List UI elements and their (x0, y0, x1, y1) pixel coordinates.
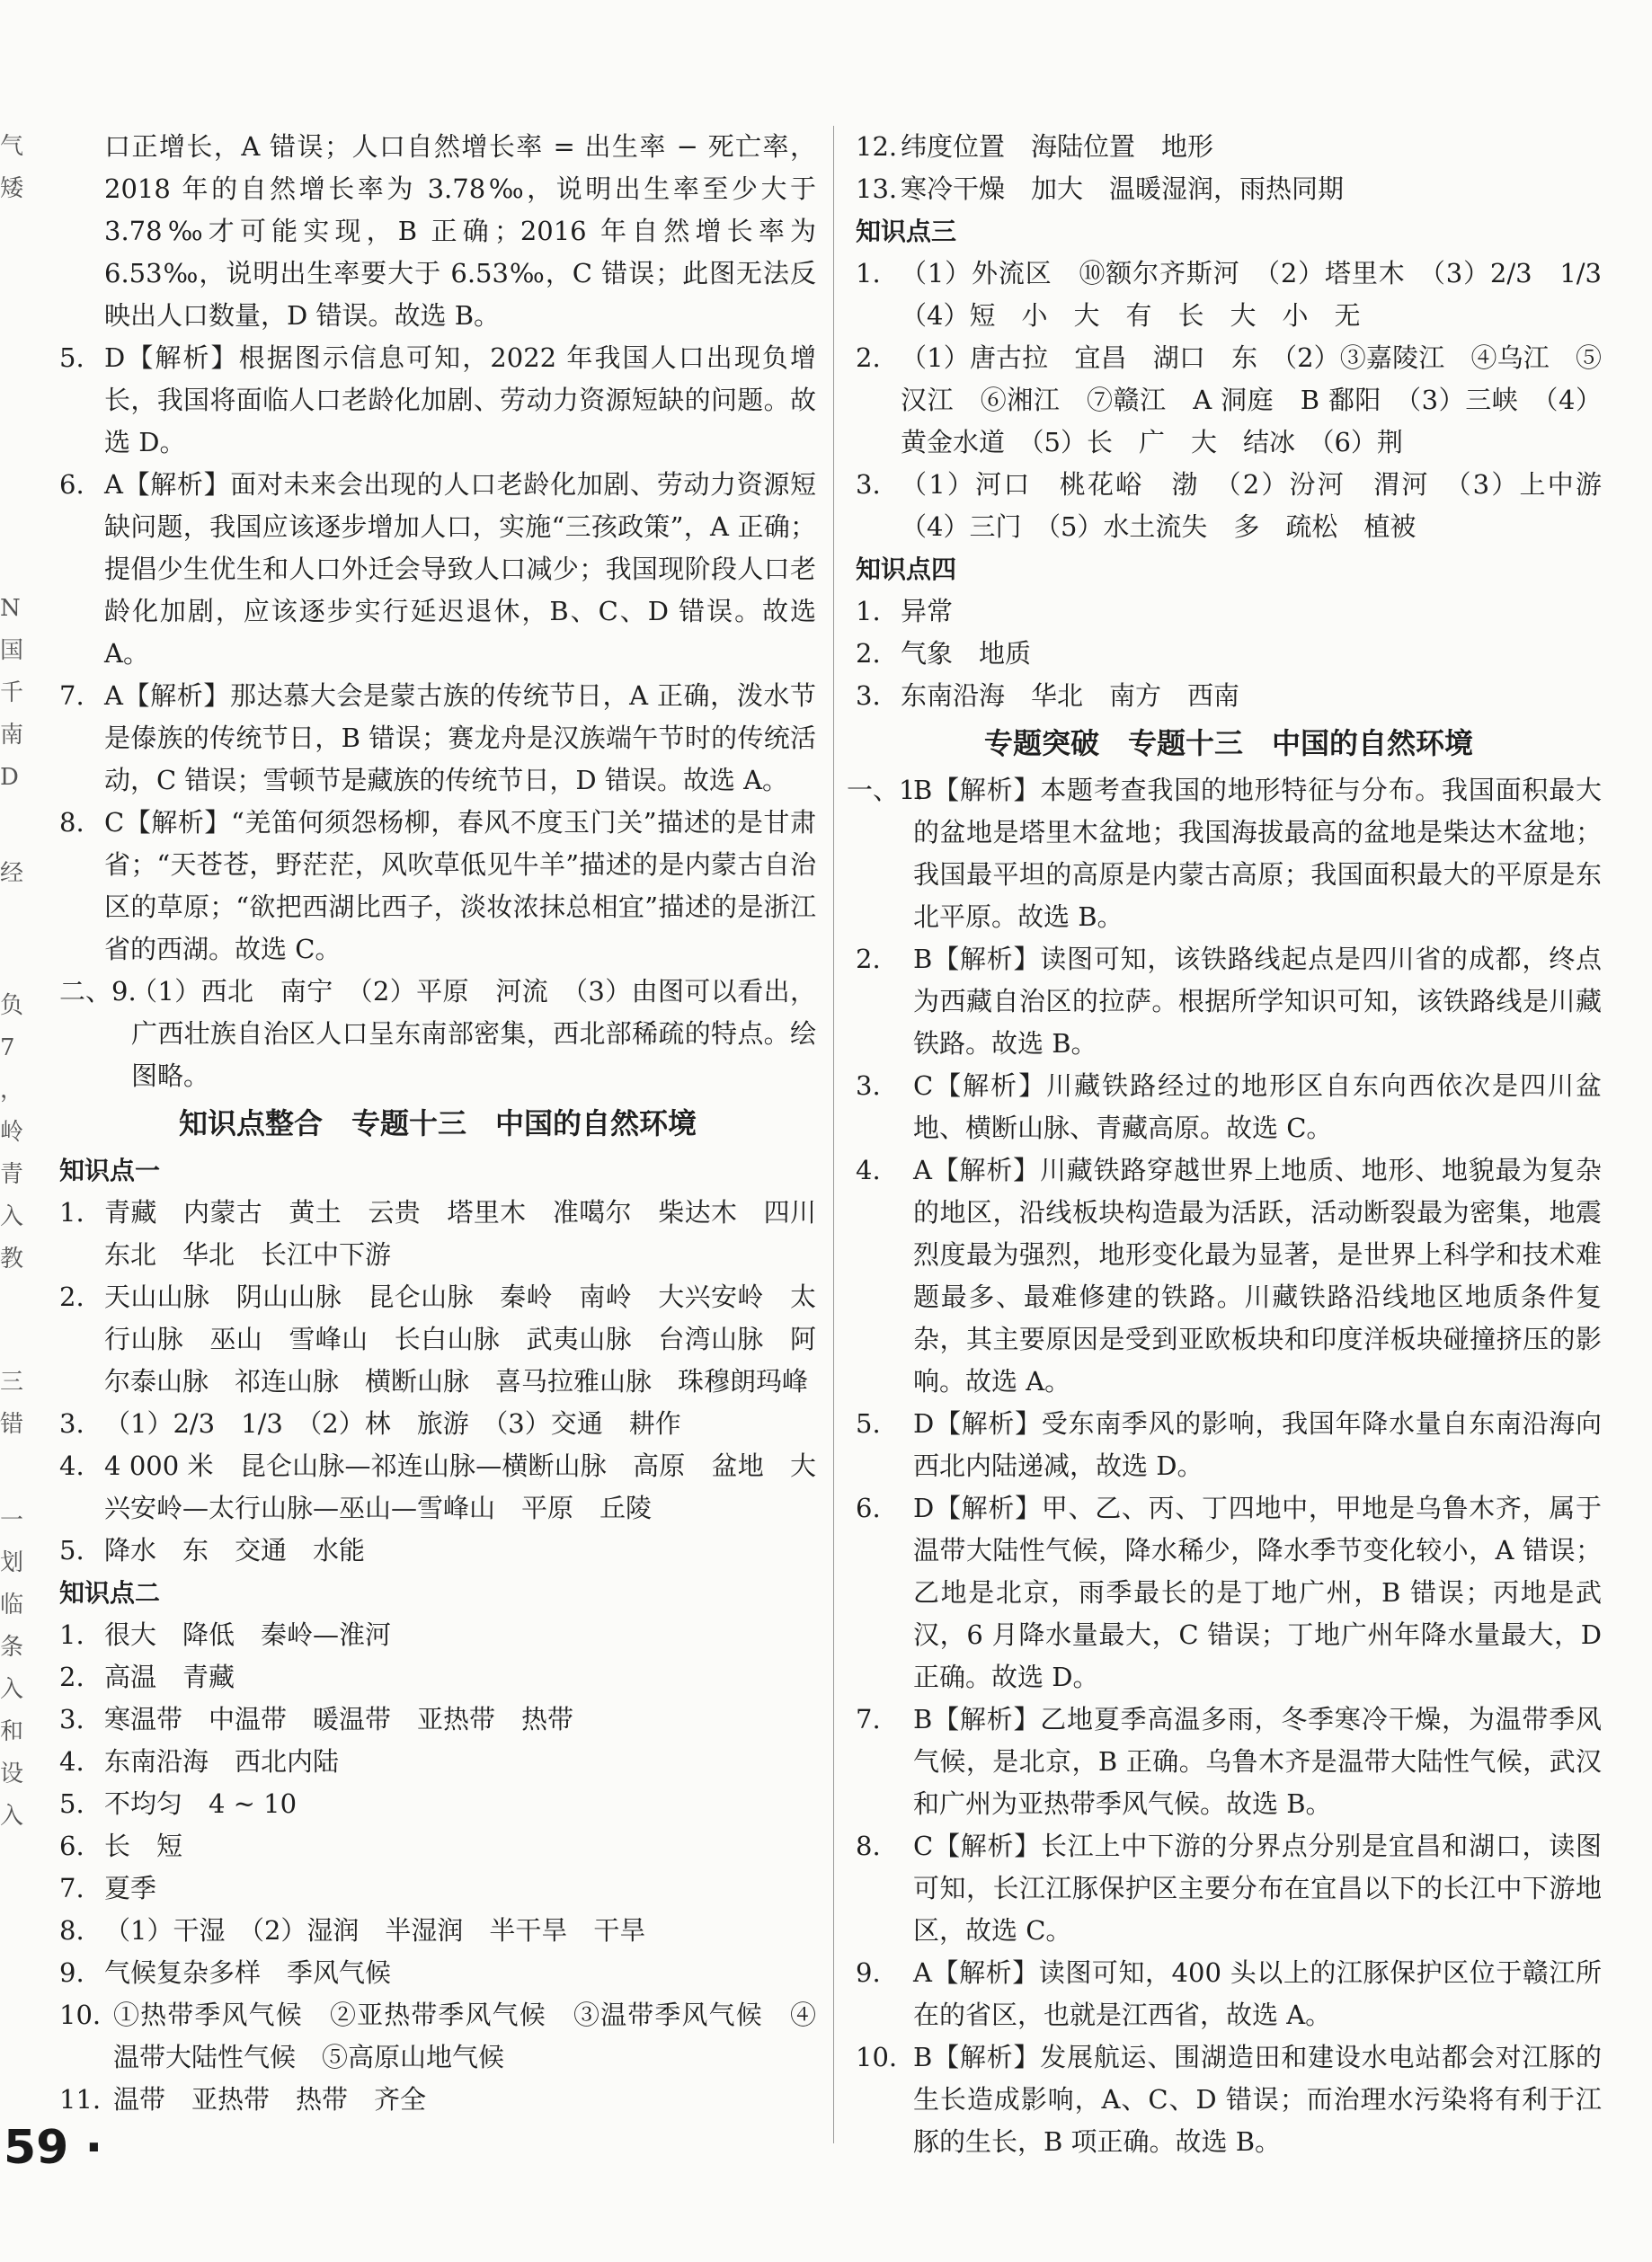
margin-fragment: 一 (0, 1507, 24, 1534)
answer-item (856, 1825, 1602, 1952)
answer-text: 口正增长，A 错误；人口自然增长率 = 出生率 − 死亡率，2018 年的自然增长率为 3.78‰，说明出生率至少大于 3.78‰才可能实现，B 正确；2016 年自然增长率为 6.53‰，说明出生率要大于 6.53‰，C 错误；此图无法反映出人口数量，D 错误。故选 B。 (104, 131, 816, 331)
answer-number: 4. (856, 1155, 881, 1185)
answer-item (856, 633, 1602, 675)
answer-item (856, 168, 1602, 210)
answer-text: （1）西北 南宁 （2）平原 河流 （3）由图可以看出，广西壮族自治区人口呈东南部密集，西北部稀疏的特点。绘图略。 (131, 976, 816, 1091)
answer-item (59, 2079, 816, 2121)
subsection-heading: 知识点四 (856, 554, 957, 584)
right-column (847, 126, 1629, 2163)
answer-item (856, 675, 1602, 717)
answer-text: 很大 降低 秦岭—淮河 (104, 1619, 392, 1650)
answer-number: 9. (856, 1957, 881, 1988)
margin-fragment: 7 (0, 1034, 15, 1061)
margin-fragment: 临 (0, 1592, 24, 1619)
answer-item (856, 464, 1629, 548)
margin-fragment: ， (0, 1077, 24, 1104)
margin-fragment: 青 (0, 1161, 24, 1188)
margin-fragment: 经 (0, 860, 24, 887)
answer-item (59, 1783, 816, 1825)
answer-text: C【解析】长江上中下游的分界点分别是宜昌和湖口，读图可知，长江江豚保护区主要分布在宜昌以下的长江中下游地区，故选 C。 (913, 1831, 1602, 1946)
answer-number: 一、1. (847, 775, 924, 805)
section-title: 知识点整合 专题十三 中国的自然环境 (178, 1106, 697, 1140)
answer-item (59, 1192, 843, 1276)
answer-text: 4 000 米 昆仑山脉—祁连山脉—横断山脉 高原 盆地 大兴安岭—太行山脉—巫山—雪峰山 平原 丘陵 (104, 1450, 816, 1523)
answer-number: 2. (59, 1282, 84, 1312)
column-divider (833, 126, 834, 2143)
answer-item (59, 971, 816, 1097)
answer-item (59, 1403, 816, 1445)
answer-item (59, 1656, 816, 1699)
answer-text: B【解析】本题考查我国的地形特征与分布。我国面积最大的盆地是塔里木盆地；我国海拔最高的盆地是柴达木盆地；我国最平坦的高原是内蒙古高原；我国面积最大的平原是东北平原。故选 B。 (913, 775, 1602, 932)
answer-item (59, 1867, 816, 1910)
answer-item (59, 1445, 816, 1530)
page-number: 59 · (4, 2121, 103, 2175)
answer-number: 5. (856, 1408, 881, 1439)
margin-fragments (0, 126, 24, 1838)
left-column (59, 126, 843, 2121)
answer-text: 东南沿海 华北 南方 西南 (901, 680, 1240, 711)
margin-fragment: 条 (0, 1634, 24, 1661)
margin-fragment: 划 (0, 1549, 24, 1576)
margin-fragment: D (0, 764, 19, 791)
answer-number: 6. (59, 1831, 84, 1861)
answer-text: 天山山脉 阴山山脉 昆仑山脉 秦岭 南岭 大兴安岭 太行山脉 巫山 雪峰山 长白山脉 武夷山脉 台湾山脉 阿尔泰山脉 祁连山脉 横断山脉 喜马拉雅山脉 珠穆朗玛峰 (104, 1282, 816, 1397)
answer-item (847, 769, 1602, 938)
answer-item (856, 1487, 1602, 1699)
answer-number: 6. (856, 1493, 881, 1523)
answer-number: 12. (856, 131, 898, 162)
answer-text: 寒冷干燥 加大 温暖湿润，雨热同期 (901, 173, 1345, 204)
answer-item (59, 1699, 816, 1741)
answer-number: 1. (856, 258, 881, 288)
answer-number: 3. (856, 1070, 881, 1101)
answer-text: 气象 地质 (901, 638, 1032, 669)
answer-text: D【解析】受东南季风的影响，我国年降水量自东南沿海向西北内陆递减，故选 D。 (913, 1408, 1602, 1481)
answer-number: 1. (59, 1197, 84, 1228)
answer-text: （1）唐古拉 宜昌 湖口 东 （2）③嘉陵江 ④乌江 ⑤汉江 ⑥湘江 ⑦赣江 A 洞庭 B 鄱阳 （3）三峡 （4）黄金水道 （5）长 广 大 结冰 （6）荆 (901, 342, 1602, 457)
answer-item (59, 1614, 816, 1656)
answer-number: 2. (59, 1662, 84, 1692)
answer-item (59, 1994, 816, 2079)
answer-number: 3. (856, 469, 881, 500)
answer-item (59, 1825, 816, 1867)
answer-text: （1）2/3 1/3 （2）林 旅游 （3）交通 耕作 (104, 1408, 681, 1439)
answer-number: 10. (59, 2000, 102, 2030)
answer-text: A【解析】读图可知，400 头以上的江豚保护区位于赣江所在的省区，也就是江西省，故选 A。 (913, 1957, 1602, 2030)
answer-item (59, 675, 816, 802)
answer-item (59, 464, 816, 675)
margin-fragment: 南 (0, 722, 24, 749)
answer-item (856, 1952, 1602, 2036)
answer-number: 11. (59, 2084, 102, 2115)
margin-fragment: 矮 (0, 175, 24, 202)
answer-number: 8. (59, 807, 84, 838)
answer-text: 高温 青藏 (104, 1662, 235, 1692)
answer-number: 1. (59, 1619, 84, 1650)
answer-number: 7. (856, 1704, 881, 1734)
answer-number: 8. (856, 1831, 881, 1861)
answer-text: 青藏 内蒙古 黄土 云贵 塔里木 准噶尔 柴达木 四川 东北 华北 长江中下游 (104, 1197, 843, 1270)
answer-number: 3. (856, 680, 881, 711)
answer-text: 纬度位置 海陆位置 地形 (901, 131, 1214, 162)
answer-item (59, 337, 816, 464)
margin-fragment: 气 (0, 133, 24, 160)
answer-number: 5. (59, 1535, 84, 1566)
answer-text: 寒温带 中温带 暖温带 亚热带 热带 (104, 1704, 574, 1734)
answer-number: 5. (59, 1788, 84, 1819)
answer-item (856, 126, 1602, 168)
answer-text: 夏季 (104, 1873, 157, 1903)
answer-text: A【解析】川藏铁路穿越世界上地质、地形、地貌最为复杂的地区，沿线板块构造最为活跃，活动断裂最为密集，地震烈度最为强烈，地形变化最为显著，是世界上科学和技术难题最多、最难修建的铁路。川藏铁路沿线地区地质条件复杂，其主要原因是受到亚欧板块和印度洋板块碰撞挤压的影响。故选 A。 (913, 1155, 1602, 1397)
answer-text: B【解析】发展航运、围湖造田和建设水电站都会对江豚的生长造成影响，A、C、D 错误；而治理水污染将有利于江豚的生长，B 项正确。故选 B。 (913, 2042, 1602, 2157)
answer-item (856, 337, 1602, 464)
answer-number: 2. (856, 944, 881, 974)
subsection-heading: 知识点二 (59, 1578, 161, 1608)
margin-fragment: 入 (0, 1676, 24, 1703)
margin-fragment: 负 (0, 992, 24, 1019)
answer-item (59, 1910, 816, 1952)
margin-fragment: 设 (0, 1761, 24, 1787)
subsection-heading: 知识点三 (856, 217, 957, 246)
answer-number: 1. (856, 596, 881, 626)
answer-item (856, 938, 1602, 1065)
margin-fragment: 三 (0, 1369, 24, 1396)
answer-item (856, 590, 1602, 633)
answer-text: 东南沿海 西北内陆 (104, 1746, 340, 1777)
margin-fragment: 入 (0, 1203, 24, 1230)
answer-number: 6. (59, 469, 84, 500)
answer-number: 7. (59, 680, 84, 711)
margin-fragment: 和 (0, 1718, 24, 1745)
answer-number: 8. (59, 1915, 84, 1946)
answer-item (856, 1699, 1602, 1825)
answer-number: 7. (59, 1873, 84, 1903)
answer-text: （1）河口 桃花峪 渤 （2）汾河 渭河 （3）上中游 （4）三门 （5）水土流失 多 疏松 植被 (901, 469, 1629, 542)
answer-text: B【解析】读图可知，该铁路线起点是四川省的成都，终点为西藏自治区的拉萨。根据所学知识可知，该铁路线是川藏铁路。故选 B。 (913, 944, 1602, 1059)
margin-fragment: 错 (0, 1411, 24, 1438)
answer-number: 10. (856, 2042, 898, 2072)
margin-fragment: 岭 (0, 1119, 24, 1146)
section-title: 专题突破 专题十三 中国的自然环境 (983, 726, 1473, 760)
answer-text: 异常 (901, 596, 954, 626)
continued-answer (59, 126, 816, 337)
answer-text: 长 短 (104, 1831, 183, 1861)
answer-item (59, 802, 816, 971)
answer-text: D【解析】甲、乙、丙、丁四地中，甲地是乌鲁木齐，属于温带大陆性气候，降水稀少，降水季节变化较小，A 错误；乙地是北京，雨季最长的是丁地广州，B 错误；丙地是武汉，6 月降水量最大，C 错误；丁地广州年降水量最大，D 正确。故选 D。 (913, 1493, 1602, 1692)
margin-fragment: 教 (0, 1246, 24, 1273)
subsection-heading: 知识点一 (59, 1156, 161, 1185)
answer-number: 2. (856, 638, 881, 669)
answer-number: 13. (856, 173, 898, 204)
answer-text: C【解析】“羌笛何须怨杨柳，春风不度玉门关”描述的是甘肃省；“天苍苍，野茫茫，风吹草低见牛羊”描述的是内蒙古自治区的草原；“欲把西湖比西子，淡妆浓抹总相宜”描述的是浙江省的西湖。故选 C。 (104, 807, 816, 964)
answer-number: 9. (59, 1957, 84, 1988)
answer-number: 二、9. (59, 976, 137, 1007)
answer-text: （1）干湿 （2）湿润 半湿润 半干旱 干旱 (104, 1915, 646, 1946)
answer-text: 降水 东 交通 水能 (104, 1535, 366, 1566)
answer-item (59, 1530, 816, 1572)
answer-number: 4. (59, 1450, 84, 1481)
answer-text: （1）外流区 ⑩额尔齐斯河 （2）塔里木 （3）2/3 1/3 （4）短 小 大 有 长 大 小 无 (901, 258, 1629, 331)
answer-number: 3. (59, 1704, 84, 1734)
answer-text: A【解析】那达慕大会是蒙古族的传统节日，A 正确，泼水节是傣族的传统节日，B 错误；赛龙舟是汉族端午节时的传统活动，C 错误；雪顿节是藏族的传统节日，D 错误。故选 A。 (104, 680, 816, 795)
answer-text: A【解析】面对未来会出现的人口老龄化加剧、劳动力资源短缺问题，我国应该逐步增加人口，实施“三孩政策”，A 正确；提倡少生优生和人口外迁会导致人口减少；我国现阶段人口老龄化加剧，应该逐步实行延迟退休，B、C、D 错误。故选 A。 (104, 469, 816, 669)
answer-text: ①热带季风气候 ②亚热带季风气候 ③温带季风气候 ④温带大陆性气候 ⑤高原山地气候 (113, 2000, 816, 2072)
answer-item (856, 1149, 1602, 1403)
answer-number: 2. (856, 342, 881, 373)
margin-fragment: 入 (0, 1803, 24, 1830)
answer-item (856, 253, 1629, 337)
answer-item (59, 1276, 816, 1403)
answer-text: D【解析】根据图示信息可知，2022 年我国人口出现负增长，我国将面临人口老龄化加剧、劳动力资源短缺的问题。故选 D。 (104, 342, 816, 457)
answer-number: 4. (59, 1746, 84, 1777)
answer-text: 温带 亚热带 热带 齐全 (113, 2084, 427, 2115)
answer-text: B【解析】乙地夏季高温多雨，冬季寒冷干燥，为温带季风气候，是北京，B 正确。乌鲁木齐是温带大陆性气候，武汉和广州为亚热带季风气候。故选 B。 (913, 1704, 1602, 1819)
answer-number: 3. (59, 1408, 84, 1439)
answer-item (856, 2036, 1602, 2163)
answer-text: 不均匀 4 ~ 10 (104, 1788, 298, 1819)
margin-fragment: 千 (0, 679, 24, 706)
answer-item (59, 1741, 816, 1783)
margin-fragment: 国 (0, 637, 24, 664)
answer-text: 气候复杂多样 季风气候 (104, 1957, 392, 1988)
answer-number: 5. (59, 342, 84, 373)
margin-fragment: N (0, 595, 21, 622)
answer-item (59, 1952, 816, 1994)
answer-item (856, 1065, 1602, 1149)
answer-item (856, 1403, 1602, 1487)
answer-text: C【解析】川藏铁路经过的地形区自东向西依次是四川盆地、横断山脉、青藏高原。故选 C。 (913, 1070, 1602, 1143)
